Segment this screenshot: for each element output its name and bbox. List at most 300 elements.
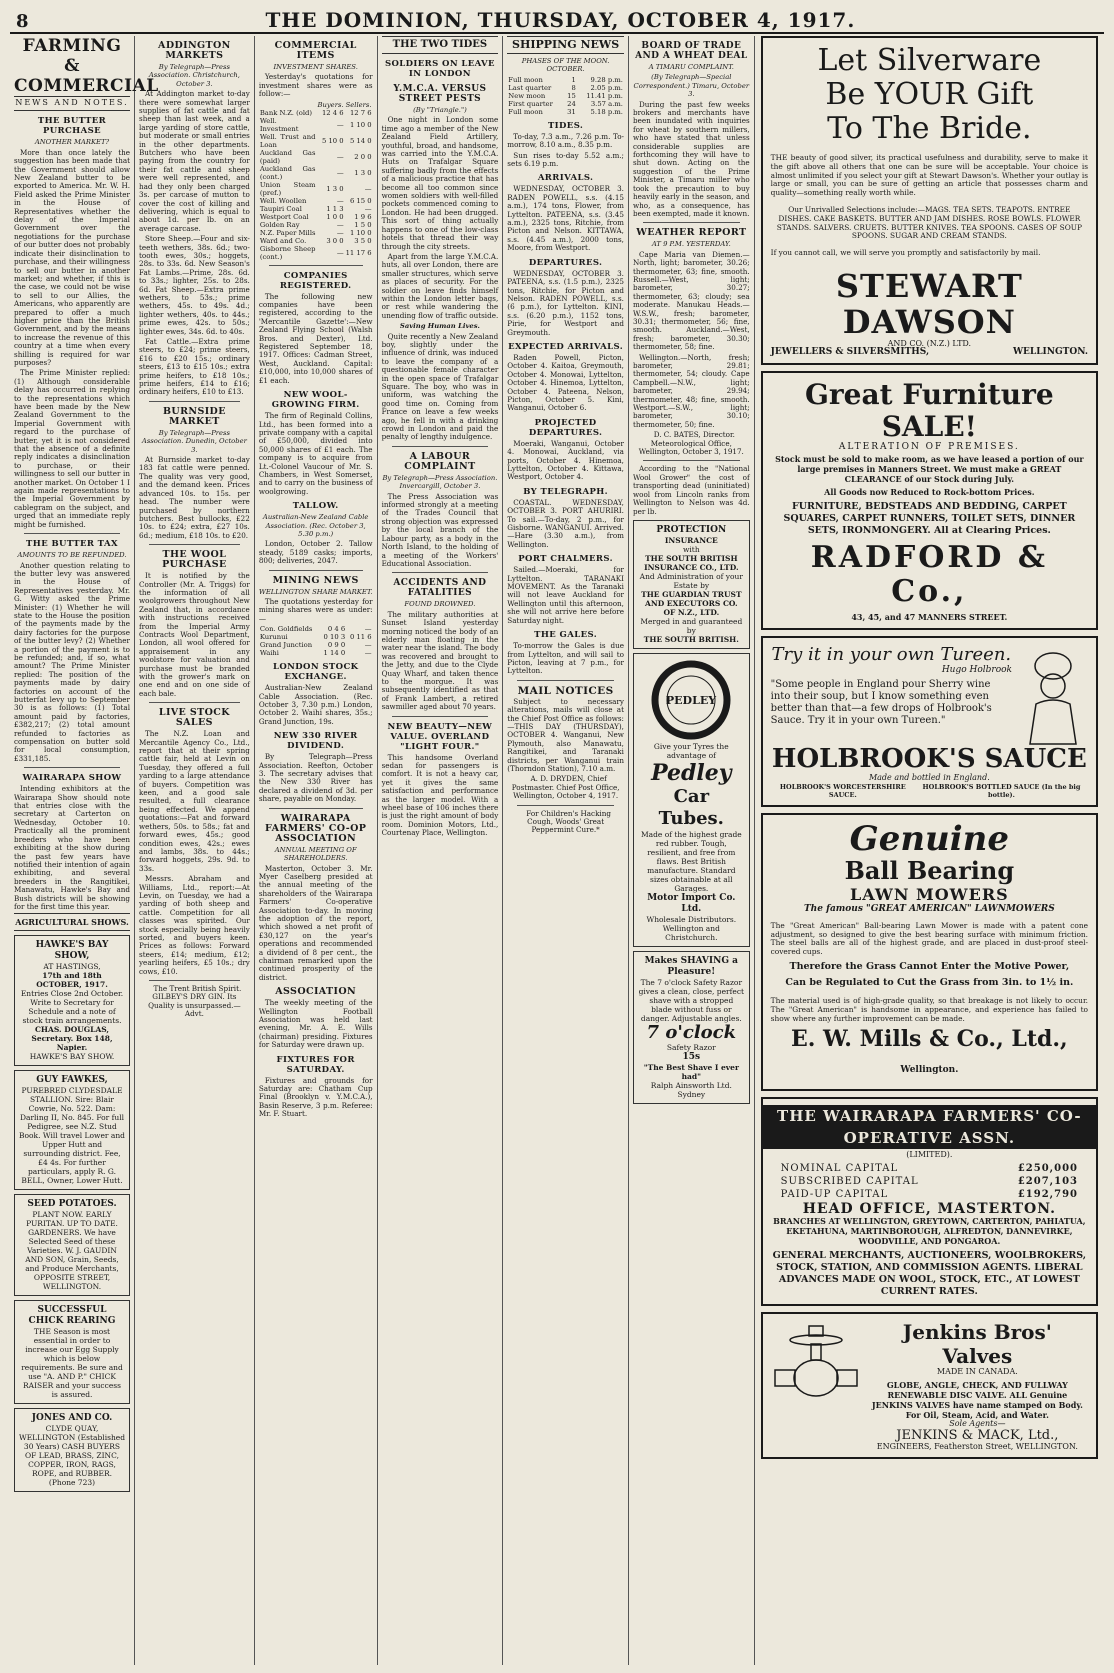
chef-illustration-icon [1018, 644, 1088, 744]
article-text: Moeraki, Wanganui, October 4. Monowai, Auckland, via ports, October 4. Hinemoa, Lyttelton, October 4. Kittawa, Westport, October 4. [507, 438, 624, 482]
article-text: COASTAL. WEDNESDAY, OCTOBER 3. PORT AHURIRI. To sail.—To-day, 2 p.m., for Gisborne. WANGANUI. Arrived.—Hare (3.30 a.m.), from Wellington. [507, 497, 624, 549]
table-cell: — [336, 168, 344, 177]
advert-shop: E. W. Mills & Co., Ltd., [790, 1026, 1068, 1053]
article-subheading: FOUND DROWNED. [404, 600, 476, 609]
divider [269, 570, 363, 571]
advert-body: Stock must be sold to make room, as we have leased a portion of our large premises in Manners Street. We must make a GREAT CLEARANCE of our Stock during July. [775, 454, 1084, 485]
article-heading: ADDINGTON MARKETS [158, 40, 231, 61]
article-heading: NEW WOOL-GROWING FIRM. [271, 390, 360, 411]
advert-text: And Administration of your Estate by [639, 571, 743, 590]
advert-headline-2: Be YOUR Gift [825, 77, 1034, 112]
divider [392, 716, 489, 717]
advert-address: 43, 45, and 47 MANNERS STREET. [851, 612, 1008, 623]
article-heading: ARRIVALS. [537, 173, 594, 184]
table-cell: Full moon [508, 107, 543, 116]
column-board-of-trade [629, 36, 755, 1665]
column-two-tides [378, 36, 504, 1665]
table-cell: — [364, 649, 372, 658]
article-heading: COMMERCIAL ITEMS [274, 40, 357, 61]
advert-footer-left: HOLBROOK'S WORCESTERSHIRE SAUCE. [779, 782, 906, 799]
advert-footer-right: HOLBROOK'S BOTTLED SAUCE (In the big bottle). [922, 782, 1081, 799]
advert-signature-2: HAWKE'S BAY SHOW. [29, 1052, 115, 1062]
article-text: The firm of Reginald Collins, Ltd., has been formed into a private company with a capital of £50,000, divided into 50,000 shares of £1 each. The company is to acquire from Lt.-Colonel Vaucour of Mr. S. Chambers, in West Somerset, and to carry on the business of woolgrowing. [258, 411, 373, 496]
advert-agents: Sole Agents— [949, 1418, 1006, 1428]
table-row [259, 649, 373, 657]
article-text: Subject to necessary alterations, mails will close at the Chief Post Office as follows:—THIS DAY (THURSDAY), OCTOBER 4. Wanganui, New Plymouth, also Manawatu, Rangitikei, and Taranaki districts, per Wanganui train (Thorndon Station), 7.10 a.m. [507, 696, 624, 773]
table-cell: — [364, 184, 372, 193]
article-text: The following new companies have been registered, according to the 'Mercantile Gazette':—New Zealand Flying School (Walsh Bros. and Dexter), Ltd. Registered September 18, 1917. Offices: Cadman Street, West, Auckland. Capital: £10,000, into 10,000 shares of £1 each. [258, 291, 373, 385]
advert-quote: "The Best Shave I ever had" [643, 1062, 739, 1081]
table-cell: Westport Coal [259, 212, 309, 221]
table-cell: Kurunui [259, 633, 288, 642]
article-heading: LIVE STOCK SALES [158, 707, 230, 729]
article-text: London, October 2. Tallow steady, 5189 casks; imports, 800; deliveries, 2047. [258, 539, 373, 566]
table-cell: Union Steam (pref.) [259, 180, 316, 197]
advert-body: PUREBRED CLYDESDALE STALLION. Sire: Blair Cowrie, No. 522. Dam: Darling II, No. 845. For full Pedigree, see N.Z. Stud Book. Will travel Lower and Upper Hutt and surrounding district. Fee, £4 4s. For further particulars, apply R. G. BELL, Owner, Lower Hutt. [19, 1086, 125, 1186]
article-text: It is notified by the Controller (Mr. A. Triggs) for the information of all woolgrowers throughout New Zealand that, in accordance with instructions received from the Imperial Army Contracts Wool Department, London, all wool offered for appraisement in any woolstore for valuation and purchase must be branded with the grower's mark on one end and on one side of each bale. [139, 571, 250, 698]
table-cell: 5 10 0 [321, 136, 344, 145]
advert-place: AT HASTINGS, [43, 962, 101, 972]
table-cell: 0 10 3 [323, 633, 346, 642]
advert-title: HAWKE'S BAY SHOW, [35, 940, 109, 962]
article-text: The N.Z. Loan and Mercantile Agency Co., Ltd., report that at their spring cattle fair, held at Levin on Tuesday, they offered a full yarding to a large attendance of buyers. Competition was keen, and a good sale resulted, a full clearance being effected. We append quotations:—Fat and forward wethers, 50s. to 58s.; fat and forward ewes, 45s.; good condition ewes, 42s.; ewes and lambs, 38s. to 44s.; forward hoggets, 29s. 9d. to 33s. [139, 729, 250, 873]
advert-protection-insurance [633, 520, 750, 649]
advert-famous: The famous "GREAT AMERICAN" LAWNMOWERS [803, 904, 1055, 915]
table-cell: Well. Woollen [259, 196, 307, 205]
article-heading: WEATHER REPORT [636, 227, 747, 239]
table-cell: Auckland Gas (paid) [259, 148, 316, 165]
article-text: The weekly meeting of the Wellington Football Association was held last evening, Mr. A. E. Wills (chairman) presiding. Fixtures for Saturday were drawn up. [258, 998, 373, 1050]
table-cell: 1 [571, 75, 576, 84]
table-cell: 1 10 0 [349, 228, 372, 237]
advert-body-2: All Goods now Reduced to Rock-bottom Prices. [824, 487, 1035, 498]
divider [517, 680, 614, 681]
capital-value: £207,103 [1017, 1175, 1079, 1187]
article-text: Intending exhibitors at the Wairarapa Show should note that entries close with the secretary at Carterton on Wednesday, October 10. Practically all the prominent breeders who have been exhibiting at the show during the past few years have notified their intention of again exhibiting, and several breeders in the Rangitikei, Manawatu, Hawke's Bay and Bush districts will be showing for the first time this year. [14, 784, 130, 911]
table-row [259, 165, 373, 181]
masthead-spacer [1092, 13, 1098, 31]
advert-shop-city: WELLINGTON. [1012, 347, 1089, 358]
article-text: Sailed.—Moeraki, for Lyttelton. TARANAKI MOVEMENT. As the Taranaki will not leave Auckland for Wellington until this afternoon, she will not arrive here before Saturday night. [507, 565, 624, 625]
table-row [259, 245, 373, 261]
article-heading: PORT CHALMERS. [518, 554, 613, 565]
advert-signature: Hugo Holbrook [941, 665, 1013, 676]
article-heading: DEPARTURES. [528, 257, 603, 268]
advert-signature: CHAS. DOUGLAS, Secretary. Box 148, Napier. [31, 1025, 113, 1053]
sun-text: Sun rises to-day 5.52 a.m.; sets 6.19 p.m. [507, 150, 624, 169]
article-heading: FIXTURES FOR SATURDAY. [276, 1054, 355, 1075]
table-cell: Full moon [508, 75, 543, 84]
advert-company-sub: Wholesale Distributors. Wellington and Christchurch. [646, 914, 737, 942]
article-subheading: ANNUAL MEETING OF SHAREHOLDERS. [274, 845, 357, 863]
divider [643, 222, 740, 223]
table-cell: 1 3 0 [326, 184, 344, 193]
table-row [507, 100, 624, 108]
advert-body-2: Therefore the Grass Cannot Enter the Motive Power, [789, 961, 1070, 972]
advert-body: GENERAL MERCHANTS, AUCTIONEERS, WOOLBROKERS, STOCK, STATION, AND COMMISSION AGENTS. LIBERAL ADVANCES MADE ON WOOL, STOCK, ETC., AT LOWEST CURRENT RATES. [772, 1250, 1087, 1298]
table-row [259, 205, 373, 213]
article-heading: THE BUTTER TAX [26, 539, 118, 550]
divider [269, 808, 363, 809]
article-text: The quotations yesterday for mining shares were as under:— [258, 597, 373, 623]
article-text: Raden Powell, Picton, October 4. Kaitoa, Greymouth, October 4. Monowai, Lyttelton, October 4. Hinemoa, Lyttelton, October 4. Pateena, Nelson, Picton, October 5. Kini, Wanganui, October 6. [507, 352, 624, 413]
moon-phases-table [507, 76, 624, 116]
divider [149, 401, 240, 402]
article-heading: TIDES. [547, 120, 584, 131]
advert-title: Great Furniture SALE! [805, 377, 1054, 443]
advert-brand: HOLBROOK'S SAUCE [771, 744, 1087, 775]
table-cell: 8 [571, 83, 576, 92]
advert-jones-and-co [14, 1408, 130, 1492]
article-heading: A LABOUR COMPLAINT [404, 450, 476, 472]
advert-shop-city: Wellington. [900, 1065, 959, 1076]
advert-head-office: HEAD OFFICE, MASTERTON. [802, 1200, 1056, 1217]
article-text: This handsome Overland sedan for passengers is comfort. It is not a heavy car, yet it gives the same satisfaction and performance as the larger model. With a wheel base of 106 inches there is just the right amount of body room. Dominion Motors, Ltd., Courtenay Place, Wellington. [381, 752, 499, 838]
advert-brand: Pedley [651, 759, 732, 786]
article-subheading: AMOUNTS TO BE REFUNDED. [17, 551, 127, 560]
table-row [259, 229, 373, 237]
article-heading: LONDON STOCK EXCHANGE. [272, 662, 359, 683]
table-row [507, 108, 624, 116]
divider [24, 767, 120, 768]
mining-quotes-table [259, 625, 373, 657]
article-heading: ACCIDENTS AND FATALITIES [393, 578, 487, 599]
advert-pedley-tubes [633, 653, 750, 947]
table-cell: — [364, 204, 372, 213]
advert-body: PLANT NOW. EARLY PURITAN. UP TO DATE. GARDENERS. We have Selected Seed of these Varieties. W. J. GAUDIN AND SON, Grain, Seeds, and Produce Merchants, OPPOSITE STREET, WELLINGTON. [25, 1210, 119, 1292]
advert-body: The "Great American" Ball-bearing Lawn Mower is made with a patent cone adjustment, so designed to give the best bearing surface with minimum friction. The steel balls are all of the highest grade, and are placed in dust-proof steel-covered cups. [770, 920, 1089, 957]
article-heading: MINING NEWS [272, 574, 359, 586]
table-cell: 2.05 p.m. [590, 83, 623, 92]
divider [517, 805, 614, 806]
article-text: According to the "National Wool Grower" the cost of transporting dead (uninitiated) wool from Lincoln ranks from Wellington to Nelson was 4d. per lb. [632, 464, 750, 516]
table-cell: Golden Ray [259, 220, 300, 229]
table-cell: 1 14 0 [323, 649, 346, 658]
column-shipping [503, 36, 629, 1665]
advert-shop-name [771, 1026, 1088, 1083]
table-cell: 1 0 0 [326, 212, 344, 221]
article-heading: COMPANIES REGISTERED. [279, 270, 352, 291]
advert-brand: 7 o'clock [646, 1021, 737, 1043]
advert-title: SEED POTATOES. [27, 1199, 117, 1210]
capital-row [771, 1162, 1088, 1175]
advert-list: Our Unrivalled Selections include:—MAGS. TEA SETS. TEAPOTS. ENTREE DISHES. CAKE BASKETS. BUTTER AND JAM DISHES. ROSE BOWLS. FLOWER STANDS. SALVERS. CRUETS. BUTTER KNIVES. TEA SPOONS. CASES OF SOUP SPOONS. SUGAR AND CREAM STANDS. [776, 204, 1082, 241]
advert-company: THE SOUTH BRITISH. [643, 634, 739, 644]
advert-stewart-dawson [761, 36, 1098, 365]
column-header: Buyers. [317, 100, 344, 109]
table-row [259, 197, 373, 205]
table-cell: 1 5 0 [354, 220, 372, 229]
advert-body: THE Season is most essential in order to increase our Egg Supply which is below requirements. Be sure and use "A. AND P." CHICK RAISER and your success is assured. [21, 1327, 123, 1400]
advert-shop-name: STEWART DAWSON [835, 266, 1023, 341]
advert-title: THE WAIRARAPA FARMERS' CO-OPERATIVE ASSN. [763, 1105, 1096, 1149]
page-number: 8 [16, 11, 29, 32]
article-text: Quite recently a New Zealand boy, slightly under the influence of drink, was induced to leave the company of a questionable female character in the open space of Trafalgar Square. The boy, who was in uniform, was watching the good time on. Coming from France on leave a few weeks ago, he fell in with a drinking crowd in London and paid the penalty of lengthy indulgence. [381, 331, 499, 442]
table-cell: New moon [508, 91, 546, 100]
table-cell: 15 [567, 91, 576, 100]
divider [149, 702, 240, 703]
table-cell: Waihi [259, 649, 279, 658]
table-cell: Bank N.Z. (old) [259, 108, 313, 117]
table-row [259, 109, 373, 117]
advert-headline-3: To The Bride. [827, 111, 1032, 146]
table-cell: 1 1 3 [326, 204, 344, 213]
table-cell: Grand Junction [259, 641, 313, 650]
advert-items: FURNITURE, BEDSTEADS AND BEDDING, CARPET SQUARES, CARPET RUNNERS, TOILET SETS, DINNER SETS, IRONMONGERY. All at Clearing Prices. [783, 501, 1076, 537]
article-subheading: By Telegraph—Press Association. Christchurch, October 3. [148, 63, 240, 88]
advert-brand-sub: Safety Razor [666, 1042, 716, 1052]
advert-title: Makes SHAVING a Pleasure! [644, 955, 738, 977]
advert-headline-3: LAWN MOWERS [849, 885, 1009, 905]
table-row [507, 84, 624, 92]
advert-title: JONES AND CO. [31, 1413, 113, 1424]
article-heading: THE BUTTER PURCHASE [37, 116, 107, 137]
advert-holbrooks-sauce [761, 636, 1098, 807]
table-row [259, 181, 373, 197]
advert-branches: BRANCHES AT WELLINGTON, GREYTOWN, CARTERTON, PAHIATUA, EKETAHUNA, MARTINBOROUGH, ALFREDTON, DANNEVIRKE, WOODVILLE, AND PONGAROA. [773, 1216, 1086, 1247]
table-cell: 9.28 p.m. [590, 75, 623, 84]
advert-body: Write to Secretary for Schedule and a note of stock train arrangements. [22, 998, 122, 1026]
advert-wairarapa-farmers [761, 1097, 1098, 1306]
advert-body: Made of the highest grade red rubber. Tough, resilient, and free from flaws. Best British manufacture. Standard sizes obtainable at all Garages. [640, 829, 742, 893]
capital-value: £192,790 [1017, 1188, 1079, 1200]
advert-headline-1: Let Silverware [817, 43, 1042, 78]
column-farming [10, 36, 159, 1665]
table-cell: 3 5 0 [354, 236, 372, 245]
article-byline: (By "Triangle.") [413, 106, 467, 114]
advert-body-4: The material used is of high-grade quality, so that breakage is not likely to occur. The "Great American" is handsome in appearance, and experience has failed to show where any further improvement can be made. [770, 996, 1089, 1023]
advert-guy-fawkes [14, 1070, 130, 1190]
advert-hawkes-bay-show [14, 935, 130, 1066]
table-cell: 12 4 6 [321, 108, 344, 117]
tyre-brand-text: PEDLEY [666, 693, 717, 707]
advert-note: Entries Close 2nd October. [20, 989, 124, 999]
column-adverts [755, 36, 1104, 1665]
article-heading: NEW BEAUTY—NEW VALUE. OVERLAND "LIGHT FOUR." [387, 721, 493, 752]
advert-company: THE GUARDIAN TRUST AND EXECUTORS CO. OF N.Z., LTD. [641, 589, 742, 617]
advert-shop-trade: JEWELLERS & SILVERSMITHS, [770, 347, 930, 358]
advert-headline-2: Ball Bearing [844, 856, 1015, 886]
advert-body: GLOBE, ANGLE, CHECK, AND FULLWAY RENEWABLE DISC VALVE. ALL Genuine JENKINS VALVES have name stamped on Body. For Oil, Steam, Acid, and Water. [871, 1379, 1083, 1420]
article-heading: MAIL NOTICES [517, 684, 614, 697]
advert-text: Merged in and guaranteed by [640, 616, 743, 635]
columns [10, 36, 1104, 1665]
table-cell: — [364, 641, 372, 650]
table-row [259, 149, 373, 165]
capital-label: PAID-UP CAPITAL [780, 1188, 889, 1200]
article-text: Fat Cattle.—Extra prime steers, to £24; prime steers, £16 to £20 15s.; ordinary steers, £13 to £15 10s.; extra prime heifers, to £18 10s.; prime heifers, £14 to £16; ordinary heifers, £10 to £13. [139, 337, 250, 397]
advert-limited: (LIMITED). [906, 1150, 953, 1160]
advert-subtitle: MADE IN CANADA. [936, 1367, 1018, 1377]
article-text: Wellington.—North, fresh; barometer, 29.81; thermometer, 54; cloudy. Cape Campbell.—N.W., light; barometer, 29.94; thermometer, 48; fine, smooth. Westport.—S.W., light; barometer, 30.10; thermometer, 50; fine. [632, 352, 750, 429]
article-text: Store Sheep.—Four and six-teeth wethers, 38s. 6d.; two-tooth ewes, 30s.; hoggets, 28s. to 33s. 6d. New Season's Fat Lambs.—Prime, 28s. 6d. to 33s.; lighter, 25s. to 28s. 6d. Fat Sheep.—Extra prime wethers, to 53s.; prime wethers, 45s. to 49s. 4d.; lighter wethers, 40s. to 44s.; prime ewes, 42s. to 50s.; lighter ewes, 34s. 6d. to 40s. [139, 234, 250, 336]
article-heading: THE WOOL PURCHASE [162, 549, 227, 571]
section-banner: FARMING & COMMERCIAL [14, 36, 159, 96]
capital-value: £250,000 [1017, 1162, 1079, 1174]
article-text: Apart from the large Y.M.C.A. huts, all over London, there are smaller structures, which serve as places of security. For the soldier on leave finds himself within the London letter bags, or rest while wandering the unending flow of traffic outside. [381, 251, 499, 320]
advert-seed-potatoes [14, 1194, 130, 1296]
table-cell: Gisborne Sheep (cont.) [259, 244, 316, 261]
article-text: Messrs. Abraham and Williams, Ltd., report:—At Levin, on Tuesday, we had a yarding of both sheep and cattle. Competition for all classes was spirited. Our stock especially being heavily sorted, and buyers keen. Prices as follows: Forward steers, £14; medium, £12; yearling heifers, £5 10s.; dry cows, £10. [139, 874, 250, 976]
advert-company: Motor Import Co. Ltd. [647, 892, 736, 914]
article-text: The Press Association was informed strongly at a meeting of the Trades Council that strong objection was expressed by the local branch of the Labour party, as a body in the North Island, to the holding of a meeting of the Workers' Educational Association. [381, 491, 499, 568]
table-cell: 1 9 6 [354, 212, 372, 221]
advert-headline-1: Genuine [849, 819, 1010, 860]
advert-body: THE beauty of good silver, its practical usefulness and durability, serve to make it the gift above all others that one can be sure will be acceptable. Your choice is almost unlimited if you select your gift at Stewart Dawson's. Whether your outlay is large or small, you can be sure of getting an article that possesses charm and quality—something really worth while. [770, 153, 1089, 198]
advert-body: The 7 o'clock Safety Razor gives a clean, close, perfect shave with a stropped blade without fuss or danger. Adjustable angles. [638, 977, 745, 1023]
table-cell: N.Z. Paper Mills [259, 228, 316, 237]
table-cell: — [364, 625, 372, 634]
table-cell: Ward and Co. [259, 236, 307, 245]
article-heading: TALLOW. [292, 501, 339, 512]
table-cell: Well. Investment [259, 116, 299, 133]
article-text: Australian-New Zealand Cable Association. (Rec. October 3, 7.30 p.m.) London, October 2. Waihi shares, 35s.; Grand Junction, 19s. [258, 683, 373, 726]
advert-title: Jenkins Bros' Valves [902, 1320, 1052, 1369]
table-cell: — [336, 196, 344, 205]
article-heading: BY TELEGRAPH. [523, 486, 609, 497]
table-cell: 0 11 6 [349, 633, 372, 642]
article-subheading: AT 9 P.M. YESTERDAY. [651, 240, 731, 249]
table-cell: — [336, 120, 344, 129]
share-quotes-table [259, 101, 373, 261]
table-row [259, 237, 373, 245]
article-heading: THE TWO TIDES [382, 36, 499, 54]
article-heading: NEW 330 RIVER DIVIDEND. [273, 731, 358, 752]
table-cell: First quarter [508, 99, 553, 108]
article-subheading-2: Y.M.C.A. VERSUS STREET PESTS [393, 84, 487, 104]
divider [149, 544, 240, 545]
article-subheading: A TIMARU COMPLAINT. [648, 63, 734, 71]
advert-chick-raiser [14, 1300, 130, 1404]
newspaper-title: THE DOMINION, THURSDAY, OCTOBER 4, 1917. [265, 8, 856, 32]
advert-quote: "Some people in England pour Sherry wine into their soup, but I know something even better than that—a few drops of Holbrook's Sauce. Try it in your own Tureen." [770, 678, 992, 726]
ads-heading: AGRICULTURAL SHOWS. [14, 913, 130, 931]
table-row [259, 117, 373, 133]
article-byline: (By Telegraph—Special Correspondent.) Timaru, October 3. [633, 73, 750, 99]
capital-label: NOMINAL CAPITAL [780, 1162, 899, 1174]
advert-shop-footer [771, 348, 1088, 356]
advert-razor [633, 951, 750, 1104]
advert-made: Made and bottled in England. [868, 773, 990, 783]
advert-company-sub: ENGINEERS, Featherston Street, WELLINGTON. [876, 1442, 1078, 1452]
gin-advert-text: The Trent British Spirit. GILBEY'S DRY GIN. Its Quality is unsurpassed.—Advt. [148, 984, 242, 1019]
divider [24, 533, 120, 534]
article-text: During the past few weeks brokers and merchants have been inundated with inquiries for wheat by southern millers, who have stated that unless considerable supplies are forthcoming they will have to shut down. Acting on the suggestion of the Prime Minister, a Timaru miller who took the precaution to buy heavily early in the season, and who, as a consequence, has been exempted, made it known. [632, 99, 750, 218]
advert-body-2: If you cannot call, we will serve you promptly and satisfactorily by mail. [770, 248, 1041, 258]
article-text: One night in London some time ago a member of the New Zealand Field Artillery, youthful, broad, and handsome, was carried into the Y.M.C.A. Huts on Trafalgar Square suffering badly from the effects of a malicious practice that has become all too common since women soldiers with well-filled pockets commenced coming to London. He had been drugged. This sort of thing actually happens to one of the low-class hotels that thread their way through the city streets. [381, 115, 499, 251]
advert-with: with [682, 544, 700, 554]
article-text: Yesterday's quotations for investment shares were as follow:— [258, 72, 373, 99]
table-cell: 3 0 0 [326, 236, 344, 245]
masthead [10, 8, 1104, 34]
article-heading: SHIPPING NEWS [507, 36, 624, 54]
table-cell: 0 4 6 [327, 625, 346, 634]
table-cell: — [336, 152, 344, 161]
article-heading: BURNSIDE MARKET [162, 405, 226, 427]
advert-lawn-mowers [761, 813, 1098, 1091]
article-text: The military authorities at Sunset Island yesterday morning noticed the body of an elderly man floating in the water near the island. The body was recovered and brought to the Jetty, and due to the Clyde Quay Wharf, and taken thence to the morgue. It was subsequently identified as that of Frank Lambert, a retired sawmiller aged about 70 years. [381, 609, 499, 712]
advert-body-3: Can be Regulated to Cut the Grass from 3in. to 1½ in. [785, 977, 1074, 988]
article-text: Fixtures and grounds for Saturday are: Chatham Cup Final (Brooklyn v. Y.M.C.A.), Basin Reserve, 3 p.m. Referee: Mr. F. Stuart. [258, 1075, 373, 1119]
article-text: By Telegraph—Press Association. Reefton, October 3. The secretary advises that the New 330 River has declared a dividend of 3d. per share, payable on Monday. [258, 752, 373, 804]
advert-company: JENKINS & MACK, Ltd., [896, 1428, 1059, 1444]
advert-jenkins-valves [761, 1312, 1098, 1459]
table-header-row [259, 101, 373, 109]
section-subbanner: NEWS AND NOTES. [14, 99, 130, 111]
cough-cure-advert: For Children's Hacking Cough, Woods' Great Peppermint Cure.* [526, 808, 611, 835]
valve-icon [771, 1320, 861, 1410]
article-heading: WAIRARAPA FARMERS' CO-OP ASSOCIATION [265, 812, 367, 844]
table-cell: Auckland Gas (cont.) [259, 164, 316, 181]
table-cell: 6 15 0 [349, 196, 372, 205]
advert-body: CLYDE QUAY, WELLINGTON (Established 30 Years) CASH BUYERS OF LEAD, BRASS, ZINC, COPPER, IRON, RAGS, ROPE, and RUBBER. (Phone 723) [19, 1424, 126, 1488]
article-subheading: Australian-New Zealand Cable Association. (Rec. October 3, 5.30 p.m.) [262, 513, 369, 538]
table-cell: 5 14 0 [349, 136, 372, 145]
capital-row [771, 1188, 1088, 1201]
advert-shop-name: RADFORD & Co., [810, 540, 1048, 610]
advert-dates: 17th and 18th OCTOBER, 1917. [36, 971, 108, 990]
article-heading: PROJECTED DEPARTURES. [528, 417, 603, 438]
article-signature: D. C. BATES, Director. Meteorological Office, Wellington, October 3, 1917. [638, 430, 744, 457]
advert-subtitle: INSURANCE [664, 535, 718, 545]
divider [643, 460, 740, 461]
article-signature: A. D. DRYDEN, Chief Postmaster. Chief Post Office, Wellington, October 4, 1917. [511, 774, 620, 801]
article-text: At Burnside market to-day 183 fat cattle were penned. The quality was very good, and the demand keen. Prices advanced 10s. to 15s. per head. The number were purchased by northern butchers. Best bullocks, £22 10s. to £24; extra, £27 10s. 6d.; medium, £18 10s. to £20. [139, 455, 250, 540]
table-row [507, 92, 624, 100]
article-heading: THE GALES. [534, 630, 598, 641]
article-subheading: SOLDIERS ON LEAVE IN LONDON [384, 59, 495, 79]
table-cell: Taupiri Coal [259, 204, 302, 213]
article-text: WEDNESDAY, OCTOBER 3. PATEENA, s.s. (1.5 p.m.), 2325 tons, Ritchie, for Picton and Nelson. RADEN POWELL, s.s. (6 p.m.), for Lyttelton. KINI, s.s. (6.20 p.m.), 1152 tons, Pirie, for Westport and Greymouth. [507, 268, 624, 337]
divider [392, 572, 489, 573]
column-header: Sellers. [345, 100, 372, 109]
advert-agent: Ralph Ainsworth Ltd. Sydney [650, 1080, 732, 1099]
table-row [259, 213, 373, 221]
divider [269, 265, 363, 266]
article-text: Cape Maria van Diemen.—North, light; barometer, 30.26; thermometer, 63; fine, smooth. Russell.—West, light; barometer, 30.27; thermometer, 63; cloudy; sea moderate. Manukau Heads.—W.S.W., fresh; barometer, 30.31; thermometer, 56; fine, smooth. Auckland.—West, fresh; barometer, 30.30; thermometer, 58; fine. [632, 249, 750, 352]
article-heading: BOARD OF TRADE AND A WHEAT DEAL [635, 41, 748, 61]
article-subheading: By Telegraph—Press Association. Invercargill, October 3. [382, 473, 498, 491]
article-text: At Addington market to-day there were somewhat larger supplies of fat cattle and fat sheep than last week, and a large yarding of store cattle, but moderate or small entries in the other departments. Butchers who have been paying from the country for their fat cattle and sheep were well represented, and had they only been charged 3s. per carcase of mutton to cover the cost of killing and delivering, which is equal to about 1d. per lb. on an average carcase. [139, 89, 250, 233]
table-cell: 31 [567, 107, 576, 116]
table-cell: 0 9 0 [327, 641, 346, 650]
advert-title: GUY FAWKES, [36, 1075, 108, 1086]
table-row [259, 641, 373, 649]
article-text: WEDNESDAY, OCTOBER 3. RADEN POWELL, s.s. (4.15 a.m.), 174 tons, Flower, from Lyttelton. PATEENA, s.s. (3.45 a.m.), 2325 tons, Ritchie, from Picton and Nelson. KITTAWA, s.s. (4.45 a.m.), 2000 tons, Moore, from Westport. [507, 184, 624, 253]
table-cell: Last quarter [508, 83, 552, 92]
column-markets [135, 36, 255, 1665]
advert-price: 15s [682, 1051, 701, 1062]
advert-footer [771, 783, 1088, 800]
article-subheading: PHASES OF THE MOON. OCTOBER. [521, 57, 610, 74]
article-text: Masterton, October 3. Mr. Myer Caselberg presided at the annual meeting of the shareholders of the Wairarapa Farmers' Co-operative Association to-day. In moving the adoption of the report, which showed a net profit of £30,127 on the year's operations and recommended a dividend of 8 per cent., the chairman remarked upon the continued prosperity of the district. [258, 863, 373, 982]
table-row [507, 76, 624, 84]
advert-subtitle: ALTERATION OF PREMISES. [838, 441, 1020, 452]
article-heading: ASSOCIATION [275, 986, 357, 998]
table-cell: 24 [567, 99, 576, 108]
article-text: Another question relating to the butter levy was answered in the House of Representatives yesterday. Mr. G. Witty asked the Prime Minister: (1) Whether he will state to the House the position of the payments made by the dairy factories for the purpose of the butter levy? (2) Whether a portion of the payment is to be refunded; and, if so, what amount? The Prime Minister replied: The position of the payments made by dairy factories on account of the butterfat levy up to September 30 is as follows: (1) Total amount paid by factories, £382,217; (2) total amount refunded to factories as compensation on butter sold for local consumption, £331,185. [14, 560, 130, 763]
article-crosshead: Saving Human Lives. [399, 322, 480, 331]
table-cell: 3.57 a.m. [590, 99, 623, 108]
table-cell: — [336, 228, 344, 237]
column-commercial [255, 36, 378, 1665]
advert-tagline: Give your Tyres the advantage of [653, 741, 729, 760]
article-text: More than once lately the suggestion has been made that the Government should allow New Zealand butter to be exported to America. Mr. W. H. Field asked the Prime Minister in the House of Representatives whether the delay of the Imperial Government over the negotiations for the purchase of our butter does not probably indicate their disinclination to purchase, and their willingness to sell our butter in another market; and whether, if this is the case, we could not be wise to sell to our Allies, the Americans, who apparently are prepared to offer a much higher price than the British Government, and by the means to increase the revenue of this country at a time when every shilling is required for war purposes? [14, 147, 130, 367]
divider [149, 980, 240, 981]
table-row [259, 633, 373, 641]
table-cell: 11 17 6 [345, 248, 372, 257]
capital-label: SUBSCRIBED CAPITAL [780, 1175, 919, 1187]
